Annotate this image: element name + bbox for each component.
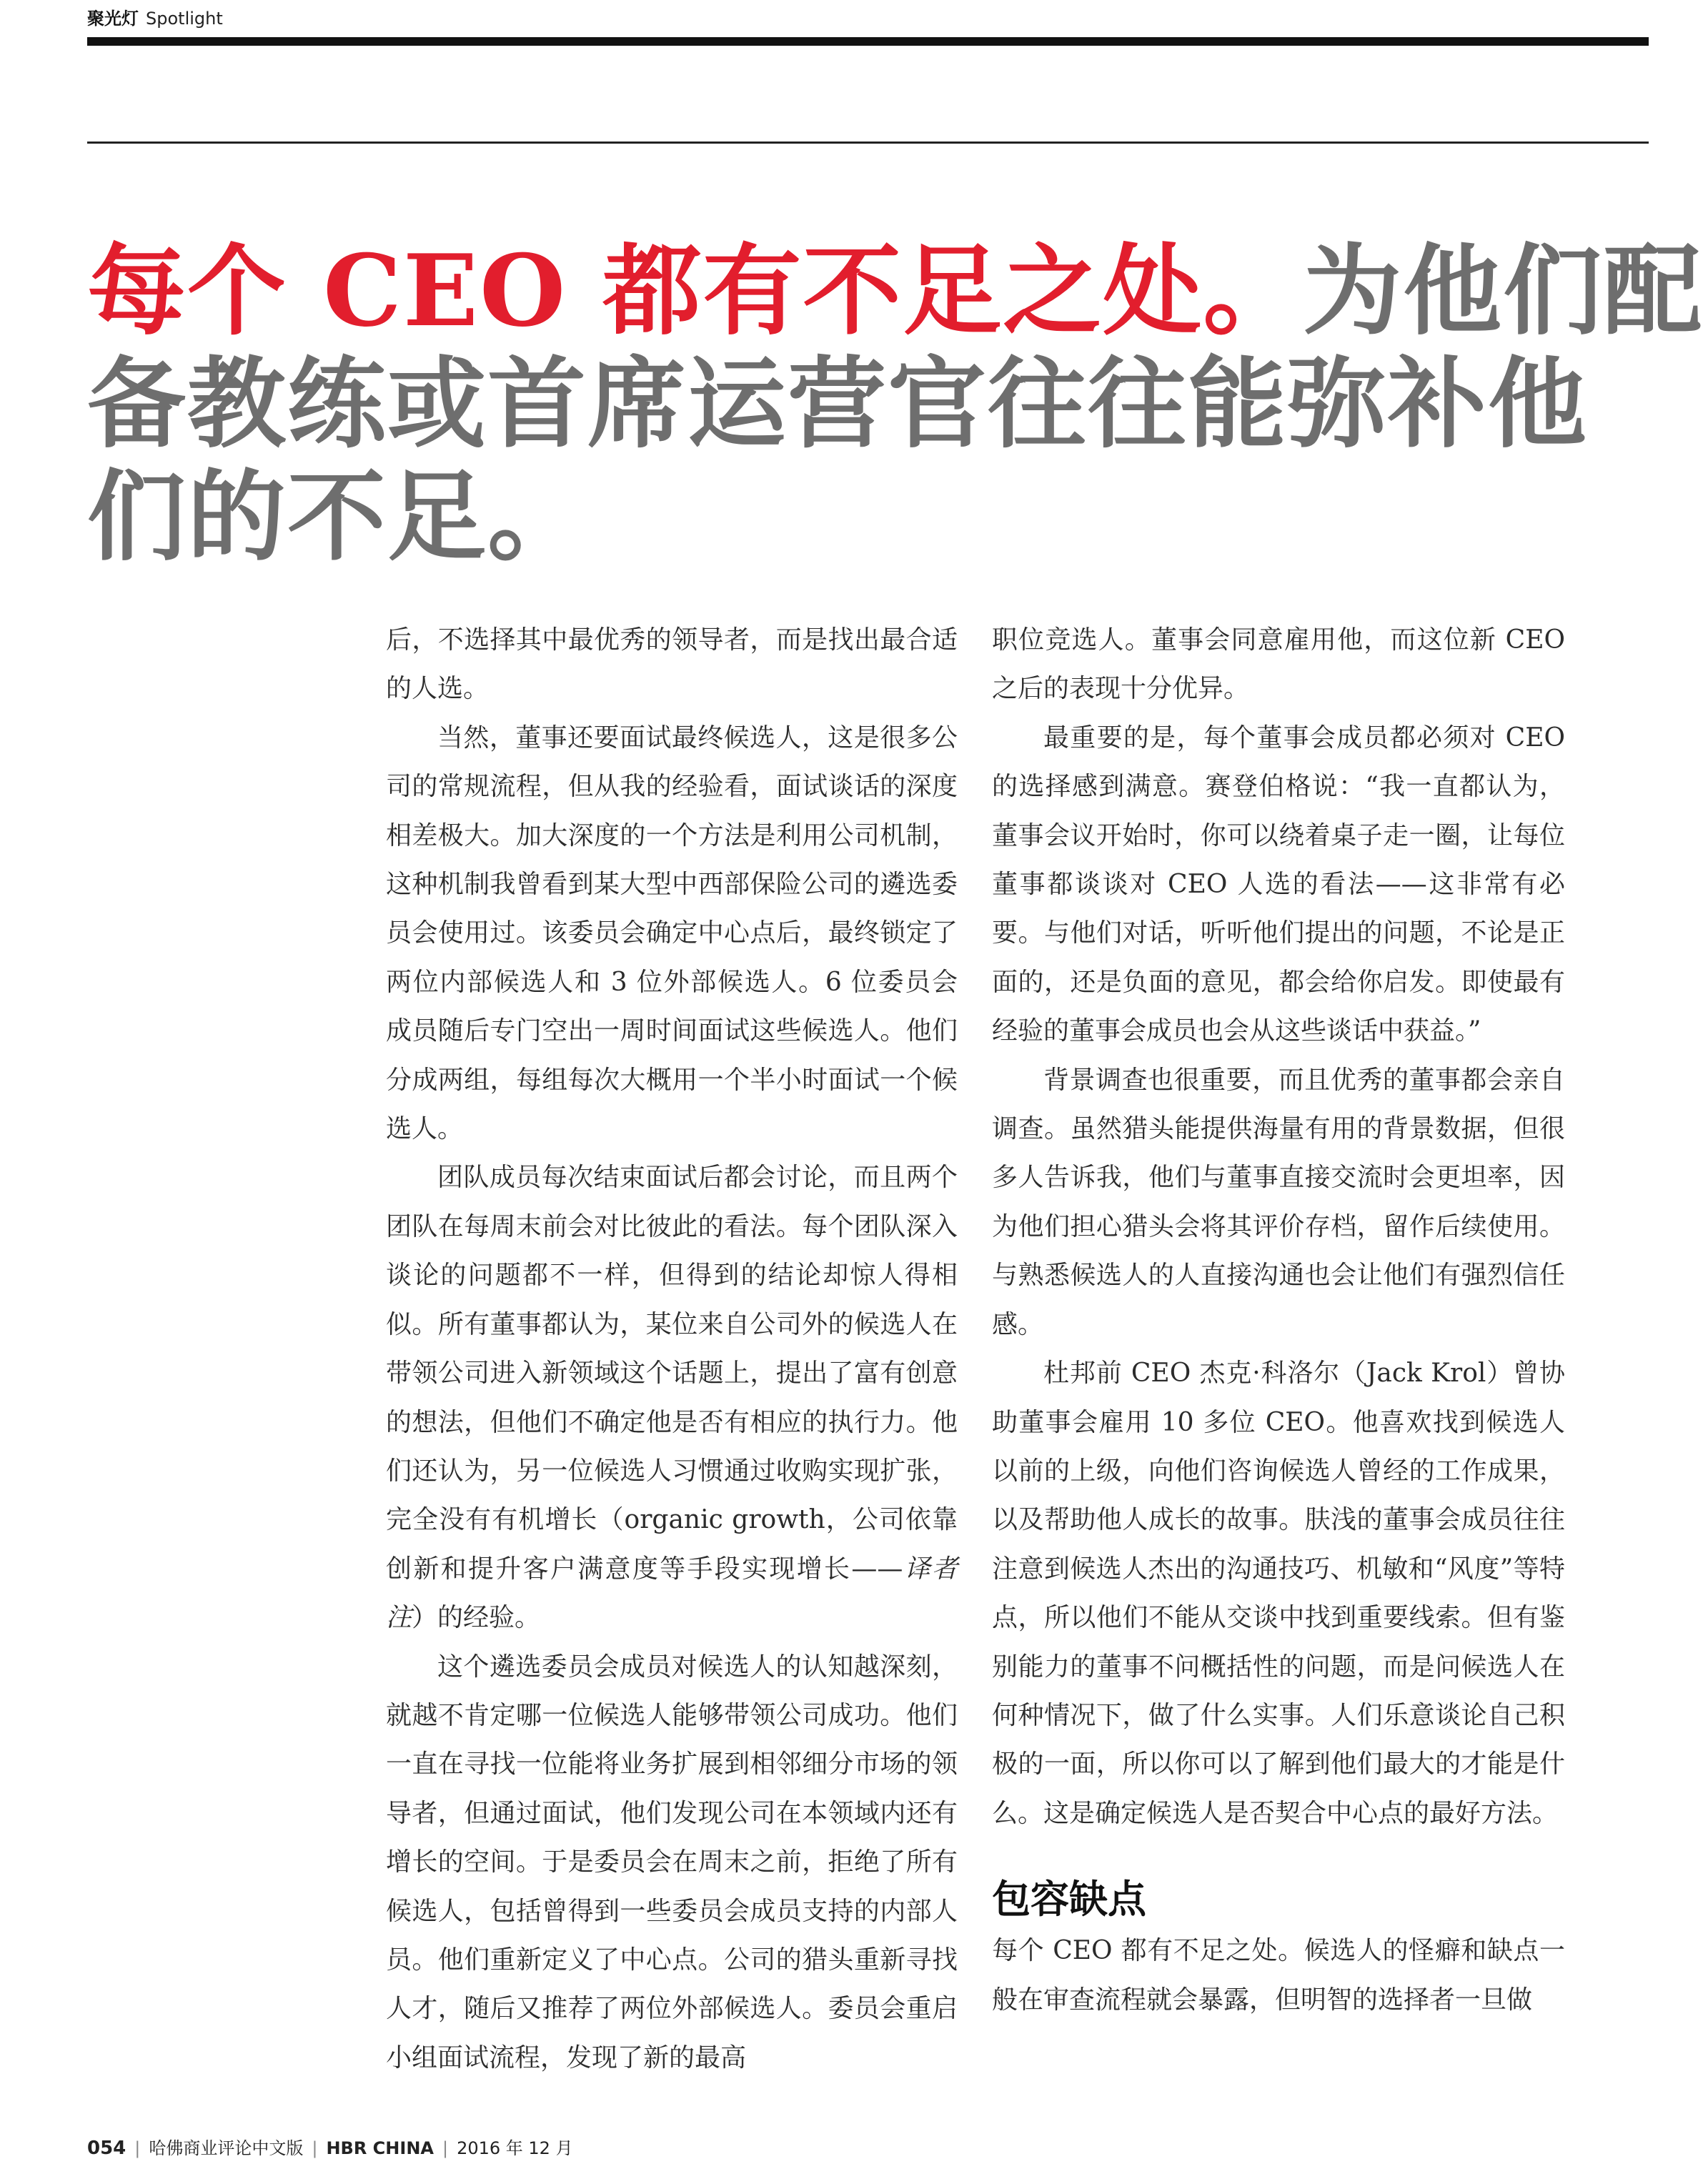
pull-quote-line-1-rest: 为他们配	[1303, 232, 1703, 349]
footer-separator: |	[134, 2138, 141, 2158]
section-label-zh: 聚光灯	[87, 9, 139, 29]
paragraph: 背景调查也很重要，而且优秀的董事都会亲自调查。虽然猎头能提供海量有用的背景数据，但很多人告诉我，他们与董事直接交流时会更坦率，因为他们担心猎头会将其评价存档，留作后续使用。与熟悉候选人的人直接沟通也会让他们有强烈信任感。	[992, 1065, 1565, 1339]
magazine-name-zh: 哈佛商业评论中文版	[149, 2138, 304, 2158]
paragraph: 杜邦前 CEO 杰克·科洛尔（Jack Krol）曾协助董事会雇用 10 多位 CEO。他喜欢找到候选人以前的上级，向他们咨询候选人曾经的工作成果，以及帮助他人成长的故事。肤浅的董事会成员往往注意到候选人杰出的沟通技巧、机敏和“风度”等特点，所以他们不能从交谈中找到重要线索。但有鉴别能力的董事不问概括性的问题，而是问候选人在何种情况下，做了什么实事。人们乐意谈论自己积极的一面，所以你可以了解到他们最大的才能是什么。这是确定候选人是否契合中心点的最好方法。	[992, 1359, 1565, 1828]
right-column	[992, 616, 1565, 2025]
paragraph: 每个 CEO 都有不足之处。候选人的怪癖和缺点一般在审查流程就会暴露，但明智的选择者一旦做	[992, 1936, 1565, 2015]
page-header	[87, 4, 223, 33]
paragraph: 当然，董事还要面试最终候选人，这是很多公司的常规流程，但从我的经验看，面试谈话的深度相差极大。加大深度的一个方法是利用公司机制，这种机制我曾看到某大型中西部保险公司的遴选委员会使用过。该委员会确定中心点后，最终锁定了两位内部候选人和 3 位外部候选人。6 位委员会成员随后专门空出一周时间面试这些候选人。他们分成两组，每组每次大概用一个半小时面试一个候选人。	[386, 723, 958, 1144]
section-label-en: Spotlight	[146, 9, 223, 29]
paragraph: 职位竞选人。董事会同意雇用他，而这位新 CEO 之后的表现十分优异。	[992, 625, 1565, 704]
header-rule	[87, 37, 1649, 46]
issue-date: 2016 年 12 月	[457, 2138, 573, 2158]
pull-quote-line-1	[87, 232, 1703, 349]
paragraph: 最重要的是，每个董事会成员都必须对 CEO 的选择感到满意。赛登伯格说：“我一直都认为，董事会议开始时，你可以绕着桌子走一圈，让每位董事都谈谈对 CEO 人选的看法——这非常有必要。与他们对话，听听他们提出的问题，不论是正面的，还是负面的意见，都会给你启发。即使最有经验的董事会成员也会从这些谈话中获益。”	[992, 723, 1565, 1046]
footer-separator: |	[312, 2138, 318, 2158]
pull-quote-line-3: 们的不足。	[87, 458, 588, 575]
magazine-name-en: HBR CHINA	[326, 2138, 434, 2158]
paragraph-text: ）的经验。	[412, 1603, 541, 1633]
pull-quote-line-2: 备教练或首席运营官往往能弥补他	[87, 345, 1589, 462]
page-number: 054	[87, 2138, 126, 2159]
section-heading: 包容缺点	[992, 1877, 1146, 1922]
pull-quote-highlight: 每个 CEO 都有不足之处。	[87, 232, 1304, 349]
pull-quote	[87, 232, 1703, 575]
page-footer	[87, 2134, 573, 2163]
translator-note: 译者注	[386, 1554, 958, 1633]
paragraph: 这个遴选委员会成员对候选人的认知越深刻，就越不肯定哪一位候选人能够带领公司成功。他们一直在寻找一位能将业务扩展到相邻细分市场的领导者，但通过面试，他们发现公司在本领域内还有增长的空间。于是委员会在周末之前，拒绝了所有候选人，包括曾得到一些委员会成员支持的内部人员。他们重新定义了中心点。公司的猎头重新寻找人才，随后又推荐了两位外部候选人。委员会重启小组面试流程，发现了新的最高	[386, 1652, 958, 2073]
paragraph	[386, 1153, 958, 1642]
paragraph: 后，不选择其中最优秀的领导者，而是找出最合适的人选。	[386, 625, 958, 704]
footer-separator: |	[442, 2138, 449, 2158]
divider-rule	[87, 142, 1649, 144]
left-column	[386, 616, 958, 2083]
paragraph-text: 团队成员每次结束面试后都会讨论，而且两个团队在每周末前会对比彼此的看法。每个团队深入谈论的问题都不一样，但得到的结论却惊人得相似。所有董事都认为，某位来自公司外的候选人在带领公司进入新领域这个话题上，提出了富有创意的想法，但他们不确定他是否有相应的执行力。他们还认为，另一位候选人习惯通过收购实现扩张，完全没有有机增长（organic growth，公司依靠创新和提升客户满意度等手段实现增长——	[386, 1163, 958, 1584]
